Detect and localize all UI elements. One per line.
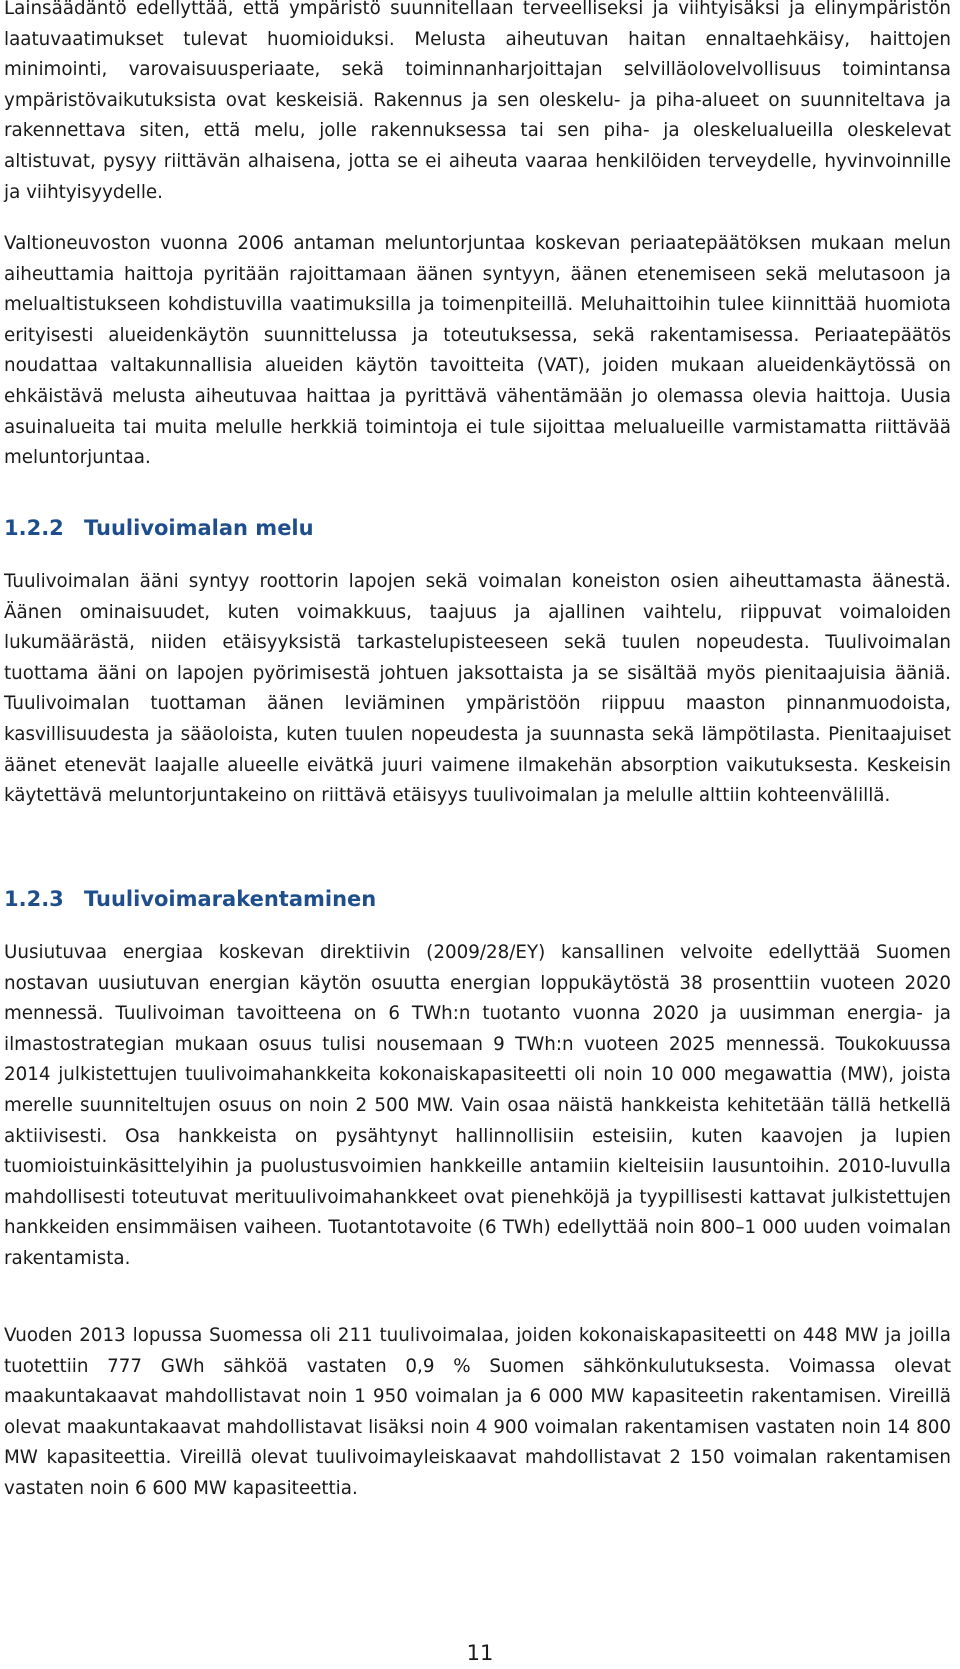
paragraph-environment-law: Lainsäädäntö edellyttää, että ympäristö suunnitellaan terveelliseksi ja viihtyisäksi ja elinympäristön laatuvaatimukset tulevat huomioiduksi. Melusta aiheutuvan haitan ennaltaehkäisy, haittojen minimointi, varovaisuusperiaate, sekä toiminnanharjoittajan selvilläolovelvollisuus toimintansa ympäristövaikutuksista ovat keskeisiä. Rakennus ja sen oleskelu- ja piha-alueet on suunniteltava ja rakennettava siten, että melu, jolle rakennuksessa tai sen piha- ja oleskelualueilla oleskelevat altistuvat, pysyy riittävän alhaisena, jotta se ei aiheuta vaaraa henkilöiden terveydelle, hyvinvoinnille ja viihtyisyydelle. — [4, 0, 951, 203]
section-title: Tuulivoimalan melu — [84, 516, 314, 540]
paragraph-wind-statistics: Vuoden 2013 lopussa Suomessa oli 211 tuulivoimalaa, joiden kokonaiskapasiteetti on 448 MW ja joilla tuotettiin 777 GWh sähköä vastaten 0,9 % Suomen sähkönkulutuksesta. Voimassa olevat maakuntakaavat mahdollistavat noin 1 950 voimalan ja 6 000 MW kapasiteetin rakentamisen. Vireillä olevat maakuntakaavat mahdollistavat lisäksi noin 4 900 voimalan rakentamisen vastaten noin 14 800 MW kapasiteettia. Vireillä olevat tuulivoimayleiskaavat mahdollistavat 2 150 voimalan rakentamisen vastaten noin 6 600 MW kapasiteettia. — [4, 1325, 951, 1499]
section-number: 1.2.3 — [4, 887, 64, 911]
paragraph-noise-policy: Valtioneuvoston vuonna 2006 antaman meluntorjuntaa koskevan periaatepäätöksen mukaan melun aiheuttamia haittoja pyritään rajoittamaan äänen syntyyn, äänen etenemiseen sekä melutasoon ja melualtistukseen kohdistuvilla vaatimuksilla ja toimenpiteillä. Meluhaittoihin tulee kiinnittää huomiota erityisesti alueidenkäytön suunnittelussa ja toteutuksessa, sekä rakentamisessa. Periaatepäätös noudattaa valtakunnallisia alueiden käytön tavoitteita (VAT), joiden mukaan alueidenkäytössä on ehkäistävä melusta aiheutuvaa haittaa ja pyrittävä vähentämään jo olemassa olevia haittoja. Uusia asuinalueita tai muita melulle herkkiä toimintoja ei tule sijoittaa melualueille varmistamatta riittävää meluntorjuntaa. — [4, 233, 951, 469]
page-number: 11 — [466, 1641, 494, 1665]
paragraph-renewable-targets: Uusiutuvaa energiaa koskevan direktiivin (2009/28/EY) kansallinen velvoite edellyttää Suomen nostavan uusiutuvan energian käytön osuutta energian loppukäytöstä 38 prosenttiin vuoteen 2020 mennessä. Tuulivoiman tavoitteena on 6 TWh:n tuotanto vuonna 2020 ja uusimman energia- ja ilmastostrategian mukaan osuus tulisi nousemaan 9 TWh:n vuoteen 2025 mennessä. Toukokuussa 2014 julkistettujen tuulivoimahankkeita kokonaiskapasiteetti oli noin 10 000 megawattia (MW), joista merelle suunniteltujen osuus on noin 2 500 MW. Vain osaa näistä hankkeista kehitetään tällä hetkellä aktiivisesti. Osa hankkeista on pysähtynyt hallinnollisiin esteisiin, kuten kaavojen ja lupien tuomioistuinkäsittelyihin ja puolustusvoimien hankkeille antamiin kielteisiin lausuntoihin. 2010-luvulla mahdollisesti toteutuvat merituulivoimahankkeet ovat pienehköjä ja tyypillisesti kattavat julkistettujen hankkeiden ensimmäisen vaiheen. Tuotantotavoite (6 TWh) edellyttää noin 800–1 000 uuden voimalan rakentamista. — [4, 942, 951, 1269]
section-title: Tuulivoimarakentaminen — [84, 887, 377, 911]
section-number: 1.2.2 — [4, 516, 64, 540]
section-heading-wind-construction — [4, 885, 376, 913]
section-heading-wind-noise — [4, 514, 314, 542]
paragraph-wind-noise: Tuulivoimalan ääni syntyy roottorin lapojen sekä voimalan koneiston osien aiheuttamasta äänestä. Äänen ominaisuudet, kuten voimakkuus, taajuus ja ajallinen vaihtelu, riippuvat voimaloiden lukumäärästä, niiden etäisyyksistä tarkastelupisteeseen sekä tuulen nopeudesta. Tuulivoimalan tuottama ääni on lapojen pyörimisestä johtuen jaksottaista ja se sisältää myös pienitaajuisia ääniä. Tuulivoimalan tuottaman äänen leviäminen ympäristöön riippuu maaston pinnanmuodoista, kasvillisuudesta ja sääoloista, kuten tuulen nopeudesta ja suunnasta sekä lämpötilasta. Pienitaajuiset äänet etenevät laajalle alueelle eivätkä juuri vaimene ilmakehän absorption vaikutuksesta. Keskeisin käytettävä meluntorjuntakeino on riittävä etäisyys tuulivoimalan ja melulle alttiin kohteenvälillä. — [4, 571, 951, 807]
